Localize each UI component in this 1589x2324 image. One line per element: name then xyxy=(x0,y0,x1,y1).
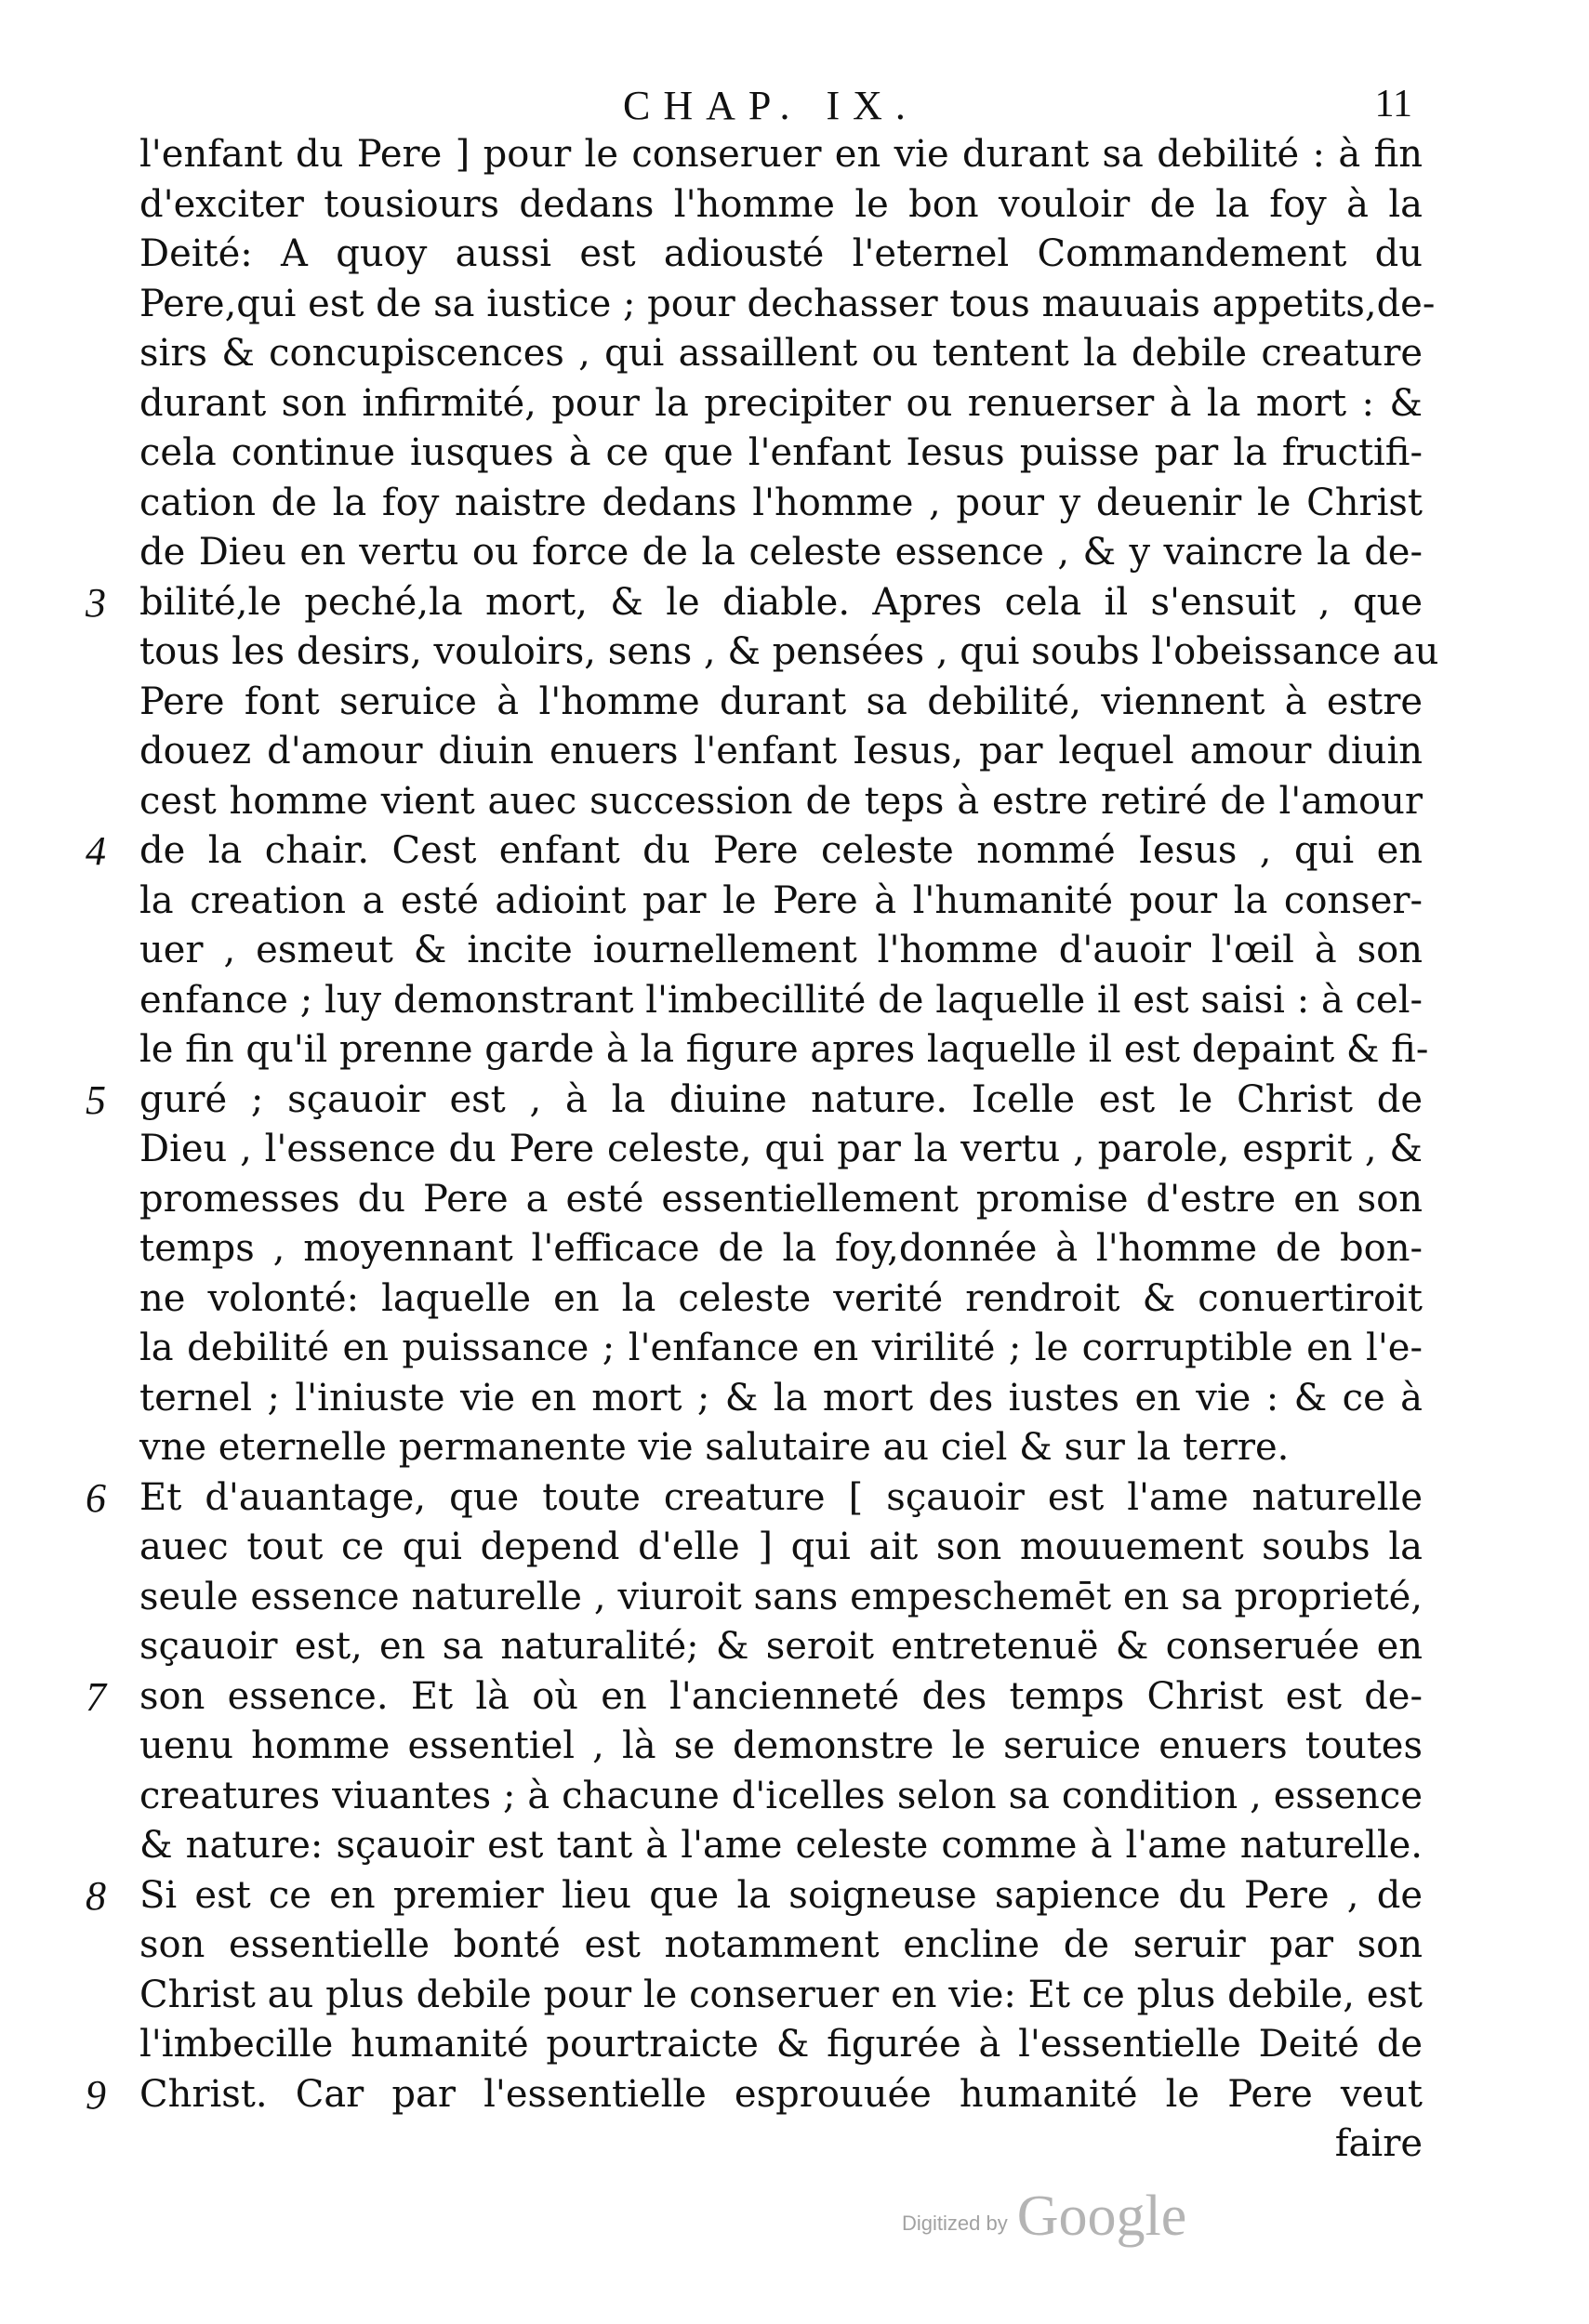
text-line xyxy=(139,1971,1423,2021)
line-text: d'exciter tousiours dedans l'homme le bon vouloir de la foy à la xyxy=(139,182,1423,226)
text-line xyxy=(139,1523,1423,1573)
text-line xyxy=(139,1224,1423,1274)
line-text: cela continue iusques à ce que l'enfant Iesus puisse par la fructifi- xyxy=(139,431,1423,474)
text-line xyxy=(139,379,1423,429)
catchword: faire xyxy=(1334,2122,1423,2165)
text-line xyxy=(139,1274,1423,1325)
text-line xyxy=(139,130,1423,180)
line-text: douez d'amour diuin enuers l'enfant Iesus, par lequel amour diuin xyxy=(139,730,1423,772)
text-line xyxy=(139,1423,1423,1473)
line-text: promesses du Pere a esté essentiellement promise d'estre en son xyxy=(139,1177,1423,1221)
line-text: de Dieu en vertu ou force de la celeste essence , & y vaincre la de- xyxy=(139,531,1423,574)
text-line xyxy=(139,727,1423,777)
text-line xyxy=(139,479,1423,529)
text-line xyxy=(139,1374,1423,1424)
text-line xyxy=(139,2020,1423,2070)
line-text: le fin qu'il prenne garde à la figure apres laquelle il est depaint & fi- xyxy=(139,1028,1429,1071)
text-line xyxy=(86,1473,1423,1524)
line-text: l'enfant du Pere ] pour le conseruer en vie durant sa debilité : à fin xyxy=(139,133,1423,176)
line-text: Si est ce en premier lieu que la soigneuse sapience du Pere , de xyxy=(139,1873,1423,1917)
text-line xyxy=(139,1722,1423,1772)
verse-number: 9 xyxy=(86,2071,106,2118)
line-text: guré ; sçauoir est , à la diuine nature. Icelle est le Christ de xyxy=(139,1077,1423,1121)
text-line xyxy=(139,777,1423,827)
line-text: uer , esmeut & incite iournellement l'homme d'auoir l'œil à son xyxy=(139,929,1423,971)
line-text: de la chair. Cest enfant du Pere celeste nommé Iesus , qui en xyxy=(139,829,1423,872)
page-number: 11 xyxy=(1374,83,1412,125)
text-line xyxy=(86,2070,1423,2120)
verse-number: 4 xyxy=(86,828,106,874)
line-text: cation de la foy naistre dedans l'homme , pour y deuenir le Christ xyxy=(139,481,1423,524)
page-header xyxy=(0,82,1589,138)
line-text: vne eternelle permanente vie salutaire au ciel & sur la terre. xyxy=(139,1426,1290,1469)
text-line xyxy=(86,1871,1423,1921)
line-text: seule essence naturelle , viuroit sans empeschemēt en sa proprieté, xyxy=(139,1575,1423,1618)
verse-number: 3 xyxy=(86,579,106,626)
line-text: Et d'auantage, que toute creature [ sçauoir est l'ame naturelle xyxy=(139,1475,1423,1519)
text-line xyxy=(139,976,1423,1026)
text-line xyxy=(139,678,1423,728)
line-text: son essence. Et là où en l'ancienneté des temps Christ est de- xyxy=(139,1674,1423,1718)
line-text: ne volonté: laquelle en la celeste verité rendroit & conuertiroit xyxy=(139,1276,1423,1320)
line-text: l'imbecille humanité pourtraicte & figurée à l'essentielle Deité de xyxy=(139,2023,1423,2066)
google-logo: Google xyxy=(1016,2185,1187,2248)
text-line xyxy=(139,627,1439,678)
line-text: Pere font seruice à l'homme durant sa debilité, viennent à estre xyxy=(139,680,1423,723)
line-text: creatures viuantes ; à chacune d'icelles selon sa condition , essence xyxy=(139,1774,1423,1817)
verse-number: 5 xyxy=(86,1076,106,1123)
running-head: CHAP. IX. xyxy=(623,83,919,128)
line-text: ternel ; l'iniuste vie en mort ; & la mort des iustes en vie : & ce à xyxy=(139,1376,1423,1419)
text-line xyxy=(86,578,1423,628)
body-text xyxy=(86,130,1439,2170)
digitized-by-google-watermark xyxy=(902,2171,1187,2248)
text-line xyxy=(86,1672,1423,1723)
line-text: & nature: sçauoir est tant à l'ame celeste comme à l'ame naturelle. xyxy=(139,1824,1423,1867)
line-text: Christ. Car par l'essentielle esprouuée humanité le Pere veut xyxy=(139,2072,1423,2116)
verse-number: 6 xyxy=(86,1474,106,1521)
line-text: durant son infirmité, pour la precipiter ou renuerser à la mort : & xyxy=(139,381,1423,425)
line-text: Pere,qui est de sa iustice ; pour dechasser tous mauuais appetits,de- xyxy=(139,282,1436,325)
text-line xyxy=(139,1125,1423,1175)
line-text: uenu homme essentiel , là se demonstre le seruice enuers toutes xyxy=(139,1724,1423,1767)
line-text: bilité,le peché,la mort, & le diable. Apres cela il s'ensuit , que xyxy=(139,580,1423,624)
text-line xyxy=(139,1573,1423,1623)
text-line xyxy=(139,280,1436,330)
text-line xyxy=(139,1772,1423,1822)
text-line xyxy=(139,1175,1423,1225)
verse-number: 7 xyxy=(86,1673,106,1720)
line-text: cest homme vient auec succession de teps à estre retiré de l'amour xyxy=(139,779,1423,823)
line-text: son essentielle bonté est notamment encline de seruir par son xyxy=(139,1923,1423,1966)
text-line xyxy=(86,1076,1423,1126)
line-text: tous les desirs, vouloirs, sens , & pensées , qui soubs l'obeissance au xyxy=(139,630,1439,673)
line-text: Christ au plus debile pour le conseruer en vie: Et ce plus debile, est xyxy=(139,1973,1423,2016)
line-text: sçauoir est, en sa naturalité; & seroit entretenuë & conseruée en xyxy=(139,1625,1423,1668)
text-line xyxy=(139,1921,1423,1971)
text-line xyxy=(139,230,1423,280)
text-line xyxy=(139,877,1423,927)
catchword-line xyxy=(139,2119,1423,2170)
line-text: la creation a esté adioint par le Pere à l'humanité pour la conser- xyxy=(139,878,1423,922)
line-text: Deité: A quoy aussi est adiousté l'eternel Commandement du xyxy=(139,232,1423,275)
text-line xyxy=(139,1025,1429,1076)
line-text: temps , moyennant l'efficace de la foy,donnée à l'homme de bon- xyxy=(139,1227,1423,1270)
line-text: auec tout ce qui depend d'elle ] qui ait son mouuement soubs la xyxy=(139,1525,1423,1568)
line-text: la debilité en puissance ; l'enfance en virilité ; le corruptible en l'e- xyxy=(139,1327,1423,1369)
watermark-prefix: Digitized by xyxy=(902,2212,1008,2235)
line-text: Dieu , l'essence du Pere celeste, qui par la vertu , parole, esprit , & xyxy=(139,1128,1423,1170)
text-line xyxy=(139,528,1423,578)
text-line xyxy=(139,926,1423,976)
text-line xyxy=(139,1821,1423,1871)
text-line xyxy=(139,329,1423,379)
text-line xyxy=(139,1622,1423,1672)
line-text: sirs & concupiscences , qui assaillent ou tentent la debile creature xyxy=(139,332,1423,375)
text-line xyxy=(139,1324,1423,1374)
text-line xyxy=(139,429,1423,479)
line-text: enfance ; luy demonstrant l'imbecillité de laquelle il est saisi : à cel- xyxy=(139,978,1423,1022)
verse-number: 8 xyxy=(86,1872,106,1919)
text-line xyxy=(139,180,1423,231)
text-line xyxy=(86,826,1423,877)
